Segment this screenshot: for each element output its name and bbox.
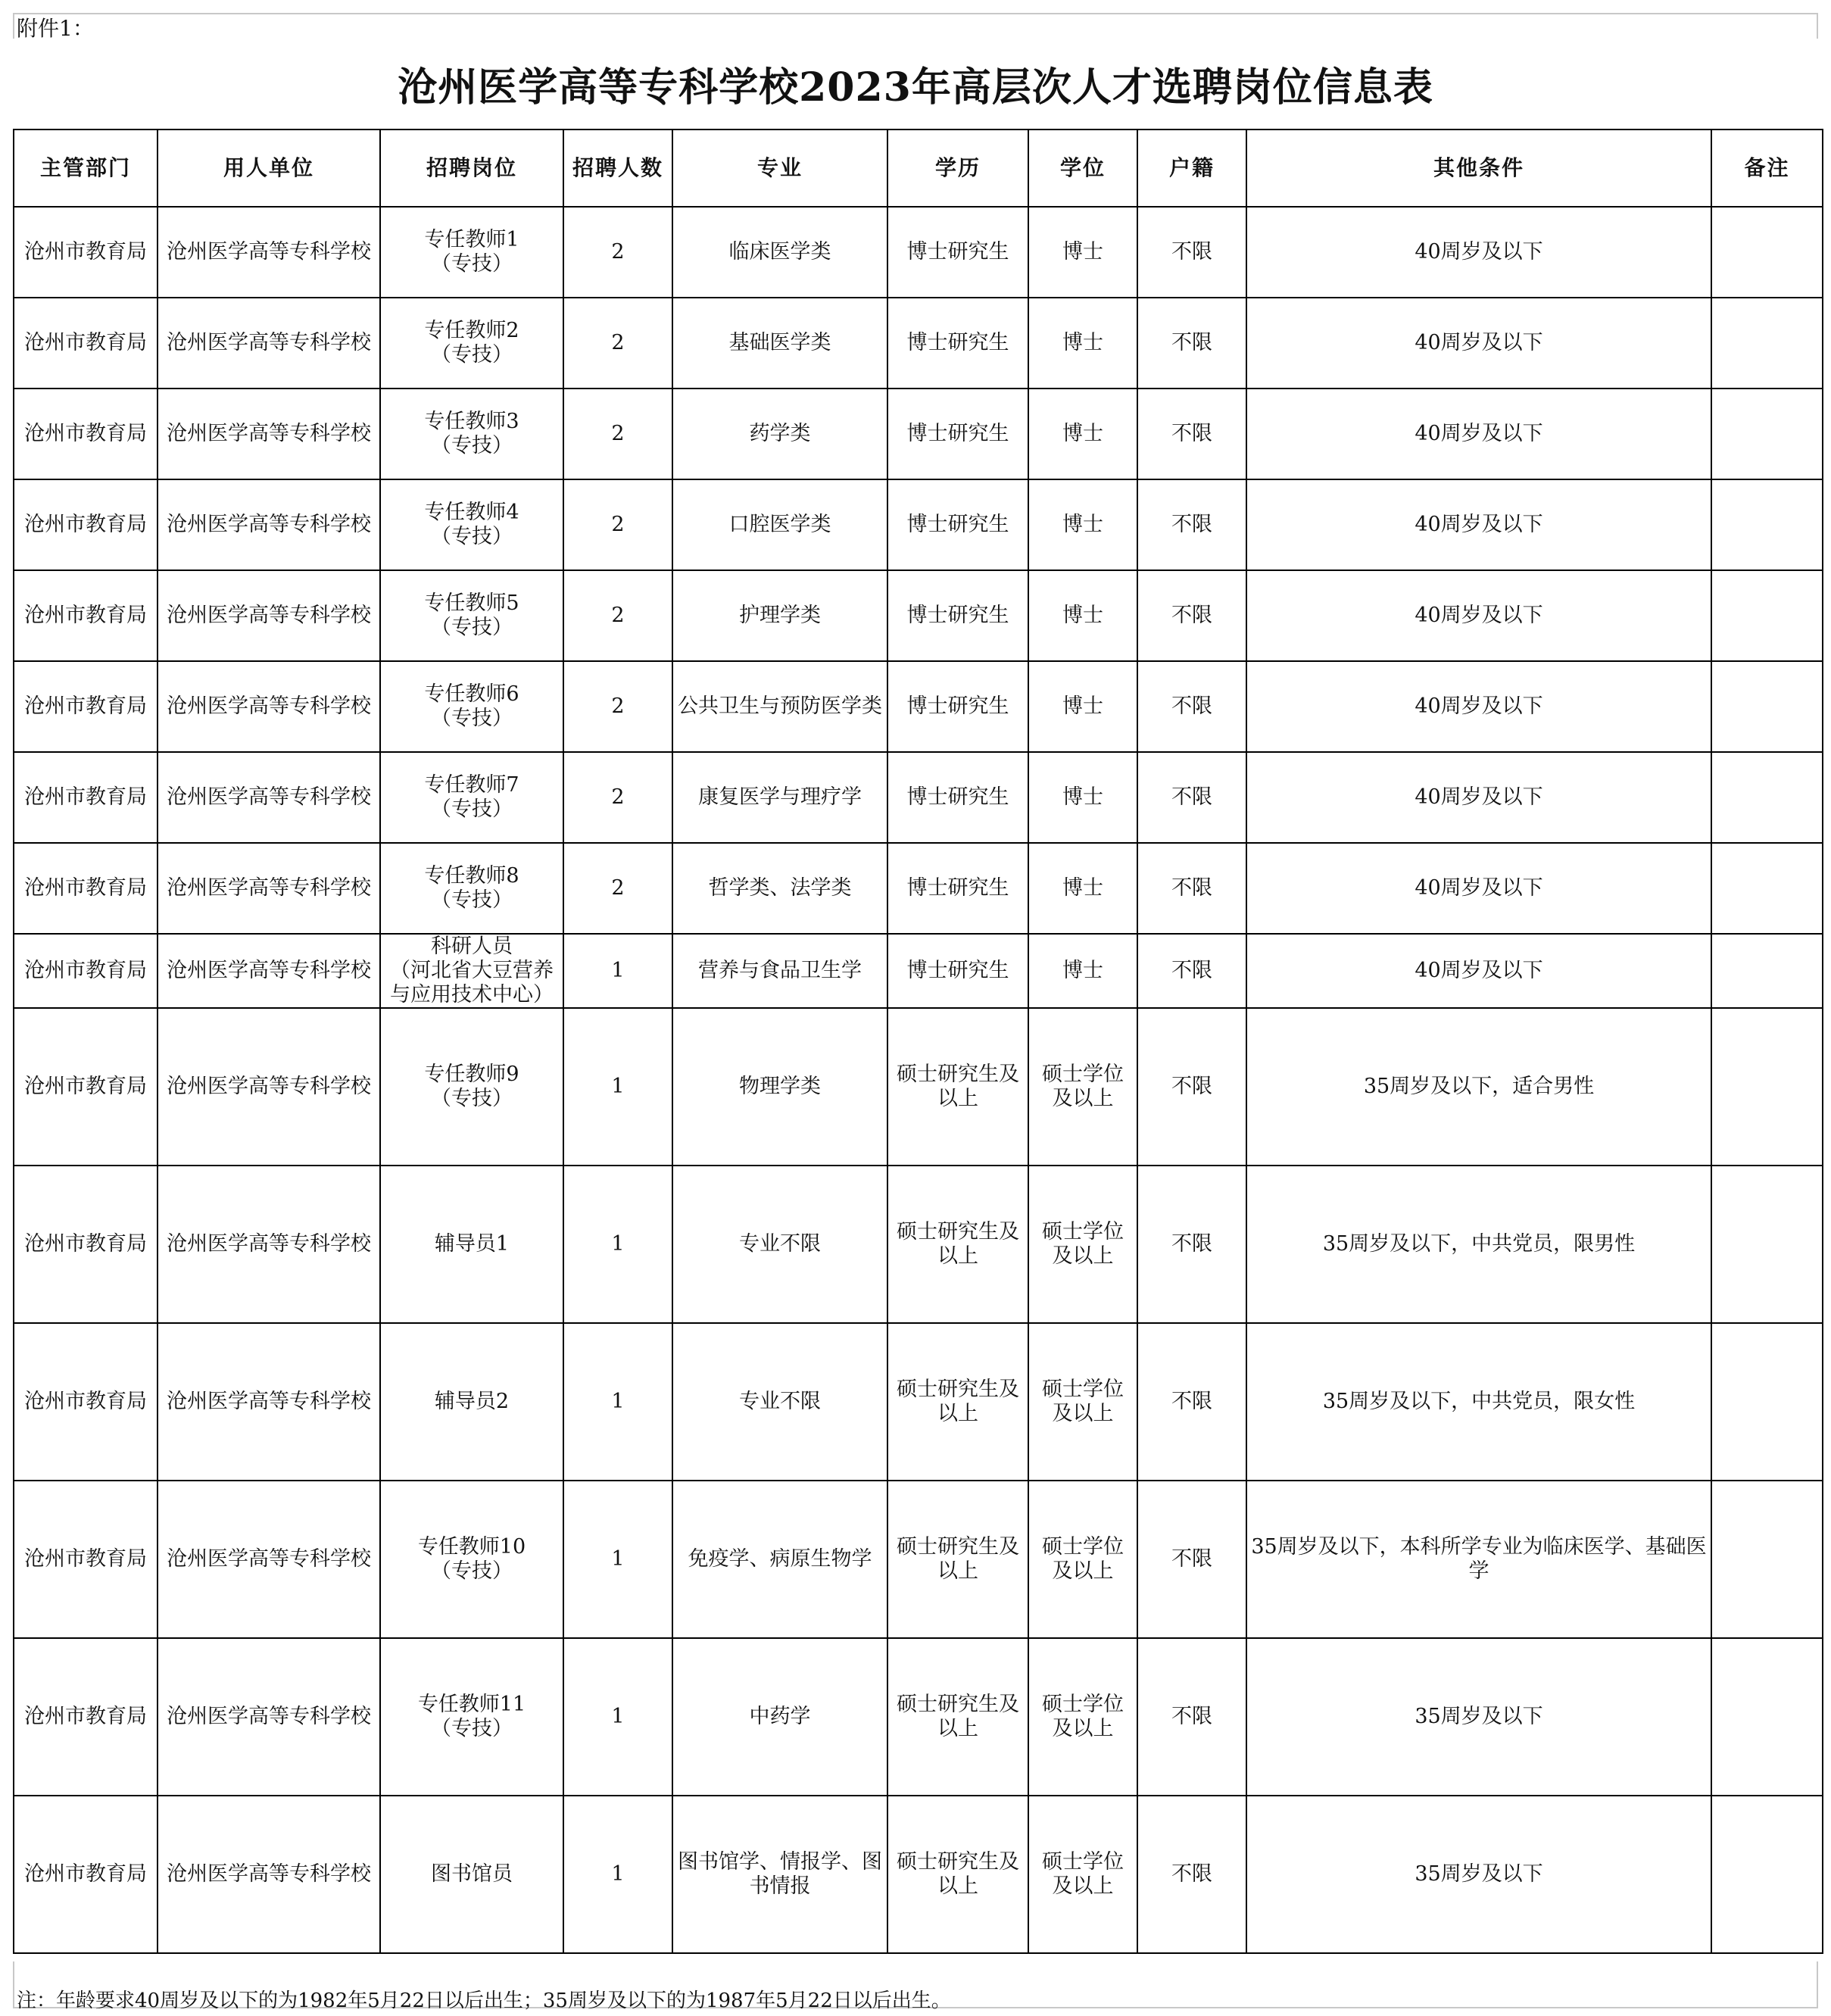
cell-post [380, 661, 563, 752]
cell-huji: 不限 [1137, 1323, 1246, 1481]
cell-other: 40周岁及以下 [1246, 661, 1711, 752]
cell-dept: 沧州市教育局 [14, 479, 158, 570]
cell-major: 护理学类 [672, 570, 887, 661]
table-row [14, 389, 1823, 479]
cell-degree: 博士 [1028, 934, 1137, 1008]
attachment-label: 附件1： [17, 16, 94, 41]
cell-huji: 不限 [1137, 934, 1246, 1008]
cell-degree: 硕士学位及以上 [1028, 1796, 1137, 1953]
cell-other: 40周岁及以下 [1246, 389, 1711, 479]
cell-huji: 不限 [1137, 207, 1246, 298]
cell-major: 专业不限 [672, 1166, 887, 1323]
cell-unit: 沧州医学高等专科学校 [158, 1638, 380, 1796]
cell-degree: 博士 [1028, 298, 1137, 389]
cell-edu: 博士研究生 [887, 298, 1028, 389]
cell-unit: 沧州医学高等专科学校 [158, 207, 380, 298]
cell-major: 公共卫生与预防医学类 [672, 661, 887, 752]
header-cell: 用人单位 [158, 130, 380, 207]
table-row [14, 298, 1823, 389]
cell-note [1711, 1481, 1823, 1638]
post-line: （专技） [431, 1559, 513, 1583]
header-row [14, 130, 1823, 207]
cell-post [380, 1796, 563, 1953]
cell-huji: 不限 [1137, 479, 1246, 570]
table-row [14, 479, 1823, 570]
cell-post [380, 1008, 563, 1166]
cell-unit: 沧州医学高等专科学校 [158, 752, 380, 843]
cell-major: 基础医学类 [672, 298, 887, 389]
cell-huji: 不限 [1137, 752, 1246, 843]
cell-other: 40周岁及以下 [1246, 207, 1711, 298]
cell-unit: 沧州医学高等专科学校 [158, 843, 380, 934]
cell-post [380, 843, 563, 934]
header-cell: 专业 [672, 130, 887, 207]
cell-note [1711, 207, 1823, 298]
cell-unit: 沧州医学高等专科学校 [158, 389, 380, 479]
table-row [14, 1796, 1823, 1953]
cell-edu: 硕士研究生及以上 [887, 1323, 1028, 1481]
cell-major: 中药学 [672, 1638, 887, 1796]
cell-post [380, 1638, 563, 1796]
positions-table [13, 129, 1823, 1954]
cell-huji: 不限 [1137, 1796, 1246, 1953]
cell-dept: 沧州市教育局 [14, 1481, 158, 1638]
header-cell: 招聘人数 [563, 130, 672, 207]
post-line: （专技） [431, 1717, 513, 1740]
table-row [14, 1166, 1823, 1323]
post-line: 专任教师10 [417, 1535, 526, 1559]
cell-count: 1 [563, 1796, 672, 1953]
table-row [14, 207, 1823, 298]
post-line: 专任教师9 [424, 1063, 519, 1086]
cell-other: 40周岁及以下 [1246, 479, 1711, 570]
cell-huji: 不限 [1137, 1638, 1246, 1796]
cell-major: 图书馆学、情报学、图书情报 [672, 1796, 887, 1953]
cell-dept: 沧州市教育局 [14, 752, 158, 843]
post-line: 与应用技术中心） [390, 983, 554, 1006]
cell-dept: 沧州市教育局 [14, 570, 158, 661]
cell-huji: 不限 [1137, 298, 1246, 389]
cell-major: 口腔医学类 [672, 479, 887, 570]
table-row [14, 752, 1823, 843]
cell-dept: 沧州市教育局 [14, 1638, 158, 1796]
cell-edu: 硕士研究生及以上 [887, 1796, 1028, 1953]
header-cell: 学历 [887, 130, 1028, 207]
post-line: 图书馆员 [431, 1862, 513, 1886]
cell-count: 1 [563, 1638, 672, 1796]
header-cell: 备注 [1711, 130, 1823, 207]
cell-degree: 硕士学位及以上 [1028, 1638, 1137, 1796]
cell-dept: 沧州市教育局 [14, 298, 158, 389]
cell-count: 1 [563, 1166, 672, 1323]
cell-edu: 博士研究生 [887, 843, 1028, 934]
cell-note [1711, 843, 1823, 934]
cell-major: 营养与食品卫生学 [672, 934, 887, 1008]
cell-dept: 沧州市教育局 [14, 934, 158, 1008]
cell-other: 35周岁及以下 [1246, 1638, 1711, 1796]
cell-huji: 不限 [1137, 661, 1246, 752]
post-line: 辅导员1 [434, 1232, 510, 1256]
cell-huji: 不限 [1137, 389, 1246, 479]
cell-edu: 博士研究生 [887, 661, 1028, 752]
cell-note [1711, 1166, 1823, 1323]
cell-unit: 沧州医学高等专科学校 [158, 661, 380, 752]
cell-degree: 博士 [1028, 207, 1137, 298]
table-row [14, 1323, 1823, 1481]
cell-edu: 博士研究生 [887, 389, 1028, 479]
cell-count: 1 [563, 934, 672, 1008]
cell-unit: 沧州医学高等专科学校 [158, 479, 380, 570]
cell-note [1711, 1008, 1823, 1166]
cell-count: 1 [563, 1008, 672, 1166]
table-row [14, 934, 1823, 1008]
cell-post [380, 389, 563, 479]
cell-post [380, 1323, 563, 1481]
cell-degree: 博士 [1028, 479, 1137, 570]
cell-note [1711, 479, 1823, 570]
cell-count: 2 [563, 298, 672, 389]
cell-note [1711, 570, 1823, 661]
cell-edu: 博士研究生 [887, 752, 1028, 843]
top-border [13, 13, 1818, 14]
table-row [14, 1008, 1823, 1166]
cell-post [380, 1166, 563, 1323]
post-line: （河北省大豆营养 [390, 959, 554, 982]
post-line: （专技） [431, 343, 513, 367]
cell-dept: 沧州市教育局 [14, 1796, 158, 1953]
cell-major: 临床医学类 [672, 207, 887, 298]
cell-major: 药学类 [672, 389, 887, 479]
cell-degree: 硕士学位及以上 [1028, 1166, 1137, 1323]
cell-unit: 沧州医学高等专科学校 [158, 1796, 380, 1953]
post-line: （专技） [431, 707, 513, 730]
cell-degree: 博士 [1028, 389, 1137, 479]
cell-huji: 不限 [1137, 570, 1246, 661]
header-cell: 其他条件 [1246, 130, 1711, 207]
table-row [14, 1638, 1823, 1796]
post-line: 专任教师8 [424, 864, 519, 888]
cell-degree: 博士 [1028, 570, 1137, 661]
post-line: 专任教师4 [424, 501, 519, 524]
post-line: 专任教师2 [424, 319, 519, 342]
cell-dept: 沧州市教育局 [14, 1166, 158, 1323]
cell-edu: 硕士研究生及以上 [887, 1638, 1028, 1796]
cell-note [1711, 661, 1823, 752]
cell-unit: 沧州医学高等专科学校 [158, 1008, 380, 1166]
post-line: 专任教师3 [424, 410, 519, 433]
cell-huji: 不限 [1137, 843, 1246, 934]
cell-degree: 硕士学位及以上 [1028, 1481, 1137, 1638]
cell-note [1711, 934, 1823, 1008]
table-body [14, 207, 1823, 1953]
cell-huji: 不限 [1137, 1008, 1246, 1166]
cell-post [380, 570, 563, 661]
cell-post [380, 752, 563, 843]
cell-count: 2 [563, 389, 672, 479]
cell-major: 专业不限 [672, 1323, 887, 1481]
cell-unit: 沧州医学高等专科学校 [158, 1323, 380, 1481]
post-line: 专任教师7 [424, 773, 519, 797]
cell-unit: 沧州医学高等专科学校 [158, 298, 380, 389]
post-line: （专技） [431, 797, 513, 821]
cell-post [380, 1481, 563, 1638]
cell-huji: 不限 [1137, 1166, 1246, 1323]
cell-major: 免疫学、病原生物学 [672, 1481, 887, 1638]
cell-edu: 博士研究生 [887, 479, 1028, 570]
cell-other: 35周岁及以下 [1246, 1796, 1711, 1953]
cell-edu: 硕士研究生及以上 [887, 1166, 1028, 1323]
cell-major: 康复医学与理疗学 [672, 752, 887, 843]
cell-note [1711, 1638, 1823, 1796]
cell-count: 1 [563, 1323, 672, 1481]
cell-unit: 沧州医学高等专科学校 [158, 934, 380, 1008]
post-line: （专技） [431, 252, 513, 276]
cell-count: 2 [563, 661, 672, 752]
post-line: （专技） [431, 888, 513, 912]
cell-other: 35周岁及以下，中共党员，限女性 [1246, 1323, 1711, 1481]
cell-edu: 博士研究生 [887, 207, 1028, 298]
cell-other: 40周岁及以下 [1246, 298, 1711, 389]
header-cell: 学位 [1028, 130, 1137, 207]
cell-other: 40周岁及以下 [1246, 570, 1711, 661]
table-row [14, 1481, 1823, 1638]
cell-dept: 沧州市教育局 [14, 843, 158, 934]
header-cell: 招聘岗位 [380, 130, 563, 207]
cell-other: 35周岁及以下，本科所学专业为临床医学、基础医学 [1246, 1481, 1711, 1638]
cell-note [1711, 752, 1823, 843]
cell-other: 40周岁及以下 [1246, 752, 1711, 843]
cell-dept: 沧州市教育局 [14, 207, 158, 298]
cell-post [380, 298, 563, 389]
page-title: 沧州医学高等专科学校2023年高层次人才选聘岗位信息表 [398, 64, 1433, 111]
cell-note [1711, 1323, 1823, 1481]
post-line: 辅导员2 [434, 1390, 510, 1413]
cell-note [1711, 389, 1823, 479]
cell-count: 1 [563, 1481, 672, 1638]
cell-other: 35周岁及以下，适合男性 [1246, 1008, 1711, 1166]
cell-dept: 沧州市教育局 [14, 1008, 158, 1166]
cell-major: 物理学类 [672, 1008, 887, 1166]
cell-edu: 硕士研究生及以上 [887, 1008, 1028, 1166]
cell-unit: 沧州医学高等专科学校 [158, 570, 380, 661]
cell-dept: 沧州市教育局 [14, 389, 158, 479]
cell-count: 2 [563, 843, 672, 934]
post-line: 科研人员 [431, 935, 513, 958]
cell-note [1711, 298, 1823, 389]
cell-degree: 博士 [1028, 661, 1137, 752]
post-line: 专任教师6 [424, 682, 519, 706]
table-row [14, 843, 1823, 934]
cell-huji: 不限 [1137, 1481, 1246, 1638]
cell-unit: 沧州医学高等专科学校 [158, 1481, 380, 1638]
cell-edu: 博士研究生 [887, 934, 1028, 1008]
cell-other: 35周岁及以下，中共党员，限男性 [1246, 1166, 1711, 1323]
cell-dept: 沧州市教育局 [14, 1323, 158, 1481]
post-line: （专技） [431, 616, 513, 639]
left-border [13, 13, 14, 39]
cell-degree: 博士 [1028, 752, 1137, 843]
header-cell: 户籍 [1137, 130, 1246, 207]
cell-count: 2 [563, 570, 672, 661]
post-line: 专任教师11 [417, 1693, 526, 1716]
cell-major: 哲学类、法学类 [672, 843, 887, 934]
cell-degree: 硕士学位及以上 [1028, 1323, 1137, 1481]
cell-degree: 硕士学位及以上 [1028, 1008, 1137, 1166]
post-line: 专任教师5 [424, 591, 519, 615]
cell-other: 40周岁及以下 [1246, 934, 1711, 1008]
cell-count: 2 [563, 207, 672, 298]
post-line: （专技） [431, 1087, 513, 1110]
table-row [14, 570, 1823, 661]
post-line: 专任教师1 [424, 228, 519, 251]
cell-dept: 沧州市教育局 [14, 661, 158, 752]
header-cell: 主管部门 [14, 130, 158, 207]
cell-note [1711, 1796, 1823, 1953]
cell-post [380, 934, 563, 1008]
cell-post [380, 479, 563, 570]
cell-count: 2 [563, 479, 672, 570]
cell-other: 40周岁及以下 [1246, 843, 1711, 934]
right-border [1817, 13, 1818, 39]
cell-post [380, 207, 563, 298]
cell-unit: 沧州医学高等专科学校 [158, 1166, 380, 1323]
footnote: 注：年龄要求40周岁及以下的为1982年5月22日以后出生；35周岁及以下的为1987年5月22日以后出生。 [17, 1989, 951, 2012]
cell-count: 2 [563, 752, 672, 843]
cell-degree: 博士 [1028, 843, 1137, 934]
cell-edu: 硕士研究生及以上 [887, 1481, 1028, 1638]
cell-edu: 博士研究生 [887, 570, 1028, 661]
table-row [14, 661, 1823, 752]
post-line: （专技） [431, 525, 513, 548]
post-line: （专技） [431, 434, 513, 457]
